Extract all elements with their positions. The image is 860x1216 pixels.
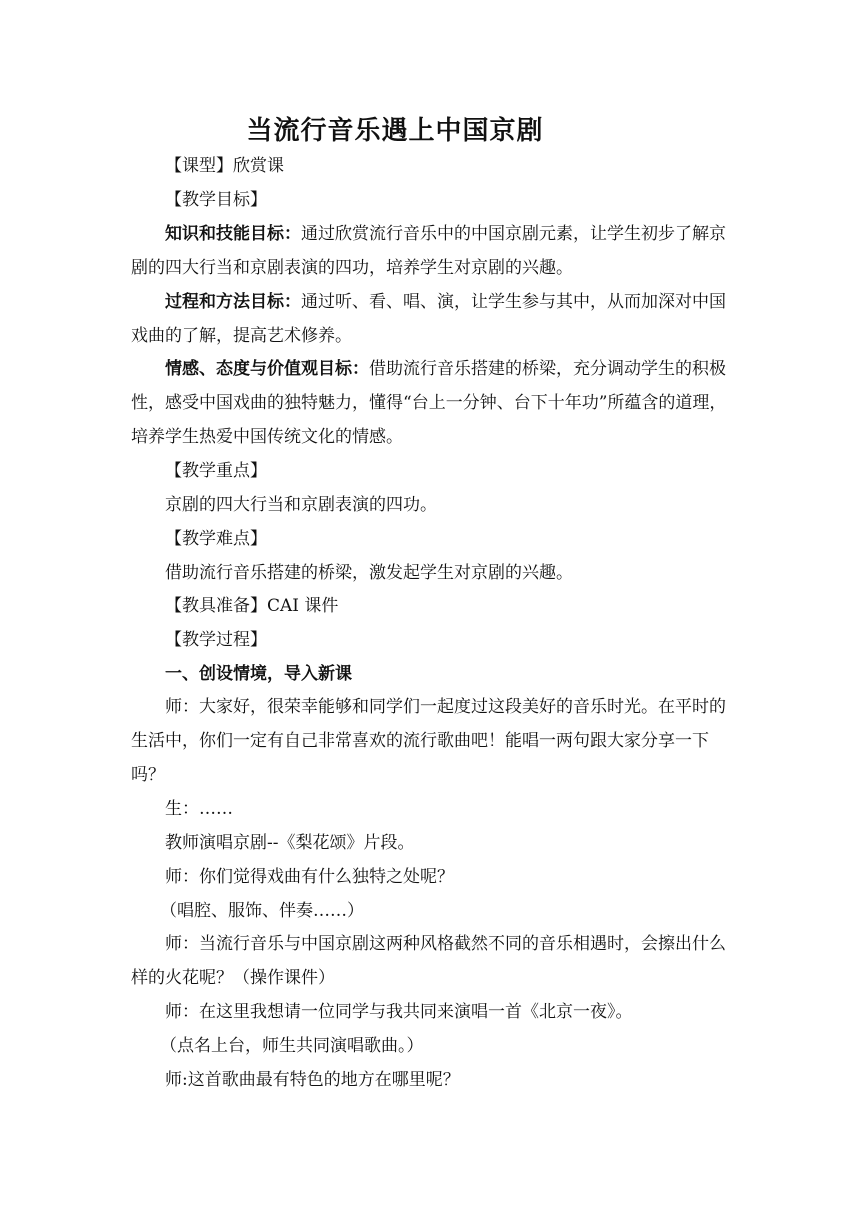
goal-emotion-cont1: 性，感受中国戏曲的独特魅力，懂得“台上一分钟、台下十年功”所蕴含的道理， <box>131 393 727 413</box>
paragraph-7: 师：在这里我想请一位同学与我共同来演唱一首《北京一夜》。 <box>165 1002 633 1022</box>
difficulty-heading: 【教学难点】 <box>165 529 267 549</box>
goals-heading: 【教学目标】 <box>165 190 267 210</box>
goal-knowledge <box>165 226 730 243</box>
lesson-type: 【课型】欣赏课 <box>165 156 284 176</box>
goal-process-text: 通过听、看、唱、演，让学生参与其中，从而加深对中国 <box>301 292 726 312</box>
paragraph-6-cont: 样的火花呢？（操作课件） <box>131 968 335 988</box>
paragraph-4: 师：你们觉得戏曲有什么独特之处呢？ <box>165 867 454 887</box>
process-heading: 【教学过程】 <box>165 630 267 650</box>
goal-knowledge-label: 知识和技能目标： <box>165 224 301 244</box>
page-title: 当流行音乐遇上中国京剧 <box>246 116 544 146</box>
paragraph-1-cont1: 生活中，你们一定有自己非常喜欢的流行歌曲吧！能唱一两句跟大家分享一下 <box>131 731 709 751</box>
goal-knowledge-cont: 剧的四大行当和京剧表演的四功，培养学生对京剧的兴趣。 <box>131 258 573 278</box>
goal-emotion-cont2: 培养学生热爱中国传统文化的情感。 <box>131 427 403 447</box>
paragraph-1-cont2: 吗？ <box>131 765 165 785</box>
goal-knowledge-text: 通过欣赏流行音乐中的中国京剧元素，让学生初步了解京 <box>301 224 726 244</box>
paragraph-3: 教师演唱京剧--《梨花颂》片段。 <box>165 833 415 853</box>
paragraph-2: 生：…… <box>165 799 233 819</box>
goal-process-cont: 戏曲的了解，提高艺术修养。 <box>131 326 352 346</box>
difficulty-text: 借助流行音乐搭建的桥梁，激发起学生对京剧的兴趣。 <box>165 563 573 583</box>
paragraph-8: （点名上台，师生共同演唱歌曲。） <box>160 1036 424 1056</box>
key-text: 京剧的四大行当和京剧表演的四功。 <box>165 495 437 515</box>
goal-emotion-text: 借助流行音乐搭建的桥梁，充分调动学生的积极 <box>369 359 726 379</box>
tools-line: 【教具准备】CAI 课件 <box>165 596 339 616</box>
goal-emotion <box>165 361 726 378</box>
goal-process-label: 过程和方法目标： <box>165 292 301 312</box>
paragraph-9: 师:这首歌曲最有特色的地方在哪里呢？ <box>165 1070 460 1090</box>
section-heading: 一、创设情境，导入新课 <box>165 664 352 684</box>
paragraph-6: 师：当流行音乐与中国京剧这两种风格截然不同的音乐相遇时，会擦出什么 <box>165 934 726 954</box>
key-heading: 【教学重点】 <box>165 461 267 481</box>
paragraph-1: 师：大家好，很荣幸能够和同学们一起度过这段美好的音乐时光。在平时的 <box>165 697 726 717</box>
goal-process <box>165 294 726 311</box>
paragraph-5: （唱腔、服饰、伴奏……） <box>160 901 364 921</box>
goal-emotion-label: 情感、态度与价值观目标： <box>165 359 369 379</box>
